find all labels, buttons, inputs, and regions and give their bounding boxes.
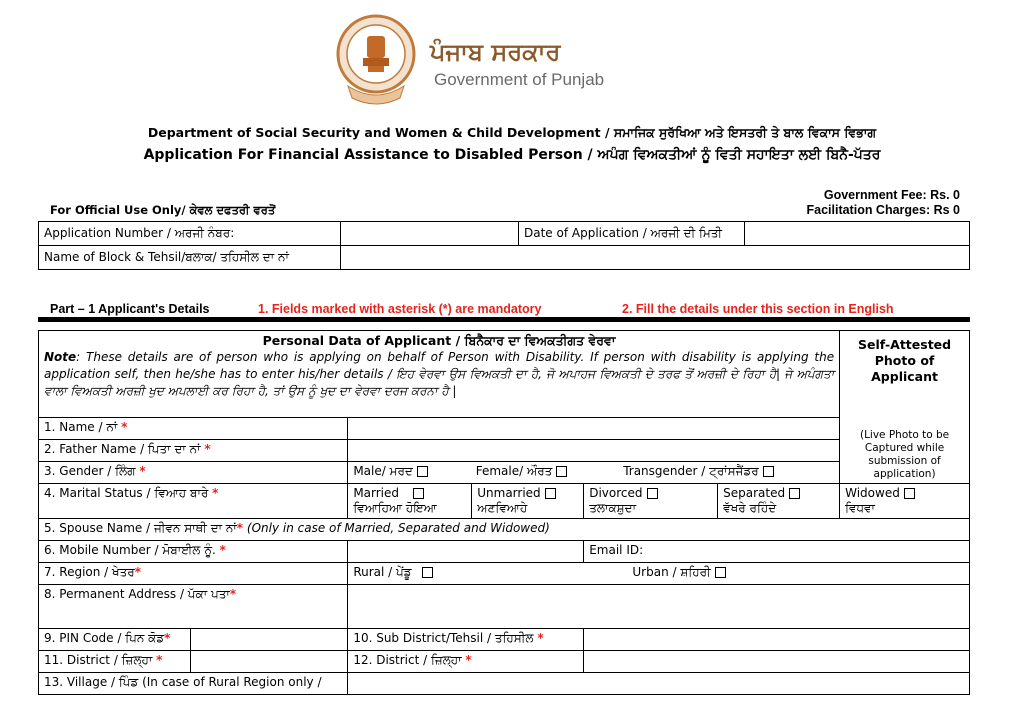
address-label: 8. Permanent Address / ਪੱਕਾ ਪਤਾ* — [39, 585, 348, 629]
note-label: Note — [44, 350, 77, 364]
separated-option: Separated ਵੱਖਰੇ ਰਹਿੰਦੇ — [718, 484, 840, 519]
department-heading: Department of Social Security and Women & Child Development / ਸਮਾਜਿਕ ਸੁਰੱਖਿਆ ਅਤੇ ਇਸਤਰੀ ਤੇ ਬਾਲ ਵਿਕਾਸ ਵਿਭਾਗ — [147, 125, 877, 140]
married-option: Married ਵਿਆਹਿਆ ਹੋਇਆ — [348, 484, 472, 519]
photo-title: Self-Attested Photo of Applicant — [857, 337, 952, 384]
spouse-note: (Only in case of Married, Separated and Widowed) — [246, 521, 550, 535]
gender-transgender-checkbox[interactable] — [763, 466, 774, 477]
rural-label: Rural / ਪੇਂਡੂ — [353, 565, 412, 579]
pin-field[interactable] — [190, 629, 348, 651]
father-name-label: 2. Father Name / ਪਿਤਾ ਦਾ ਨਾਂ * — [39, 440, 348, 462]
unmarried-checkbox[interactable] — [545, 488, 556, 499]
fee-info — [806, 188, 960, 218]
part-label: Part – 1 Applicant's Details — [50, 302, 210, 316]
district11-label: 11. District / ਜ਼ਿਲ੍ਹਾ * — [39, 651, 191, 673]
gender-options — [348, 462, 840, 484]
urban-label: Urban / ਸ਼ਹਿਰੀ — [632, 565, 711, 579]
district12-label: 12. District / ਜ਼ਿਲ੍ਹਾ * — [348, 651, 584, 673]
village-field[interactable] — [348, 673, 970, 695]
block-tehsil-label: Name of Block & Tehsil/ਬਲਾਕ/ ਤਹਿਸੀਲ ਦਾ ਨਾਂ — [39, 246, 341, 270]
date-of-app-label: Date of Application / ਅਰਜੀ ਦੀ ਮਿਤੀ — [519, 222, 745, 246]
photo-subtitle: (Live Photo to be Captured while submission of application) — [859, 429, 950, 480]
region-options — [348, 563, 970, 585]
office-table — [38, 221, 970, 270]
unmarried-option: Unmarried ਅਣਵਿਆਹੇ — [472, 484, 584, 519]
separated-checkbox[interactable] — [789, 488, 800, 499]
mandatory-note: 1. Fields marked with asterisk (*) are mandatory — [258, 302, 542, 316]
date-of-app-field[interactable] — [745, 222, 970, 246]
block-tehsil-field[interactable] — [341, 246, 970, 270]
region-label: 7. Region / ਖੇਤਰ* — [39, 563, 348, 585]
personal-data-header: Personal Data of Applicant / ਬਿਨੈਕਾਰ ਦਾ ਵਿਅਕਤੀਗਤ ਵੇਰਵਾ — [262, 333, 616, 348]
gender-female-label: Female/ ਔਰਤ — [475, 464, 553, 478]
brand-punjabi: ਪੰਜਾਬ ਸਰਕਾਰ — [430, 38, 561, 66]
mobile-field[interactable] — [348, 541, 584, 563]
note-text — [44, 349, 834, 400]
divorced-option: Divorced ਤਲਾਕਸ਼ੁਦਾ — [584, 484, 718, 519]
gender-transgender-label: Transgender / ਟ੍ਰਾਂਸਜੈਂਡਰ — [623, 464, 759, 478]
divorced-checkbox[interactable] — [647, 488, 658, 499]
subdistrict-label: 10. Sub District/Tehsil / ਤਹਿਸੀਲ * — [348, 629, 584, 651]
district11-field[interactable] — [190, 651, 348, 673]
subdistrict-field[interactable] — [584, 629, 970, 651]
personal-data-table — [38, 330, 970, 695]
district12-field[interactable] — [584, 651, 970, 673]
widowed-checkbox[interactable] — [904, 488, 915, 499]
widowed-option: Widowed ਵਿਧਵਾ — [840, 484, 970, 519]
married-checkbox[interactable] — [413, 488, 424, 499]
app-number-label: Application Number / ਅਰਜੀ ਨੰਬਰ: — [39, 222, 341, 246]
photo-box[interactable] — [840, 331, 970, 484]
marital-label: 4. Marital Status / ਵਿਆਹ ਬਾਰੇ * — [39, 484, 348, 519]
rural-checkbox[interactable] — [422, 567, 433, 578]
name-label: 1. Name / ਨਾਂ * — [39, 418, 348, 440]
father-name-field[interactable] — [348, 440, 840, 462]
email-field[interactable]: Email ID: — [584, 541, 970, 563]
official-use-label: For Official Use Only/ ਕੇਵਲ ਦਫਤਰੀ ਵਰਤੋਂ — [50, 203, 276, 217]
address-field[interactable] — [348, 585, 970, 629]
gender-female-checkbox[interactable] — [556, 466, 567, 477]
urban-checkbox[interactable] — [715, 567, 726, 578]
gender-male-label: Male/ ਮਰਦ — [353, 464, 413, 478]
app-number-field[interactable] — [341, 222, 519, 246]
gender-male-checkbox[interactable] — [417, 466, 428, 477]
application-title: Application For Financial Assistance to Disabled Person / ਅਪੰਗ ਵਿਅਕਤੀਆਂ ਨੂੰ ਵਿਤੀ ਸਹਾਇਤਾ ਲਈ ਬਿਨੈ-ਪੱਤਰ — [143, 147, 881, 163]
government-fee: Government Fee: Rs. 0 — [823, 188, 960, 202]
facilitation-charges: Facilitation Charges: Rs 0 — [806, 203, 960, 217]
note-body: : These details are of person who is applying on behalf of Person with Disability. If person with disability is applying the application self, then he/she has to enter his/her details / ਇਹ ਵੇਰਵਾ ਉਸ ਵਿਅਕਤੀ ਦਾ ਹੈ, ਜੋ ਅਪਾਹਜ ਵਿਅਕਤੀ ਦੇ ਤਰਫ ਤੋਂ ਅਰਜ਼ੀ ਦੇ ਰਿਹਾ ਹੈ| ਜੇ ਅਪੰਗਤਾ ਵਾਲਾ ਵਿਅਕਤੀ ਅਰਜ਼ੀ ਖੁਦ ਅਪਲਾਈ ਕਰ ਰਿਹਾ ਹੈ, ਤਾਂ ਉਸ ਨੂੰ ਖੁਦ ਦਾ ਵੇਰਵਾ ਦਰਜ ਕਰਨਾ ਹੈ | — [44, 350, 835, 398]
english-note: 2. Fill the details under this section in English — [622, 302, 894, 316]
village-label: 13. Village / ਪਿੰਡ (In case of Rural Region only / — [39, 673, 348, 695]
spouse-row[interactable]: 5. Spouse Name / ਜੀਵਨ ਸਾਥੀ ਦਾ ਨਾਂ* (Only in case of Married, Separated and Widowed) — [39, 519, 970, 541]
brand-english: Government of Punjab — [434, 70, 605, 89]
name-field[interactable] — [348, 418, 840, 440]
divider — [38, 317, 970, 322]
mobile-label: 6. Mobile Number / ਮੋਬਾਈਲ ਨੂੰ. * — [39, 541, 348, 563]
gender-label: 3. Gender / ਲਿੰਗ * — [39, 462, 348, 484]
pin-label: 9. PIN Code / ਪਿਨ ਕੋਡ* — [39, 629, 191, 651]
punjab-emblem-icon — [334, 14, 418, 106]
